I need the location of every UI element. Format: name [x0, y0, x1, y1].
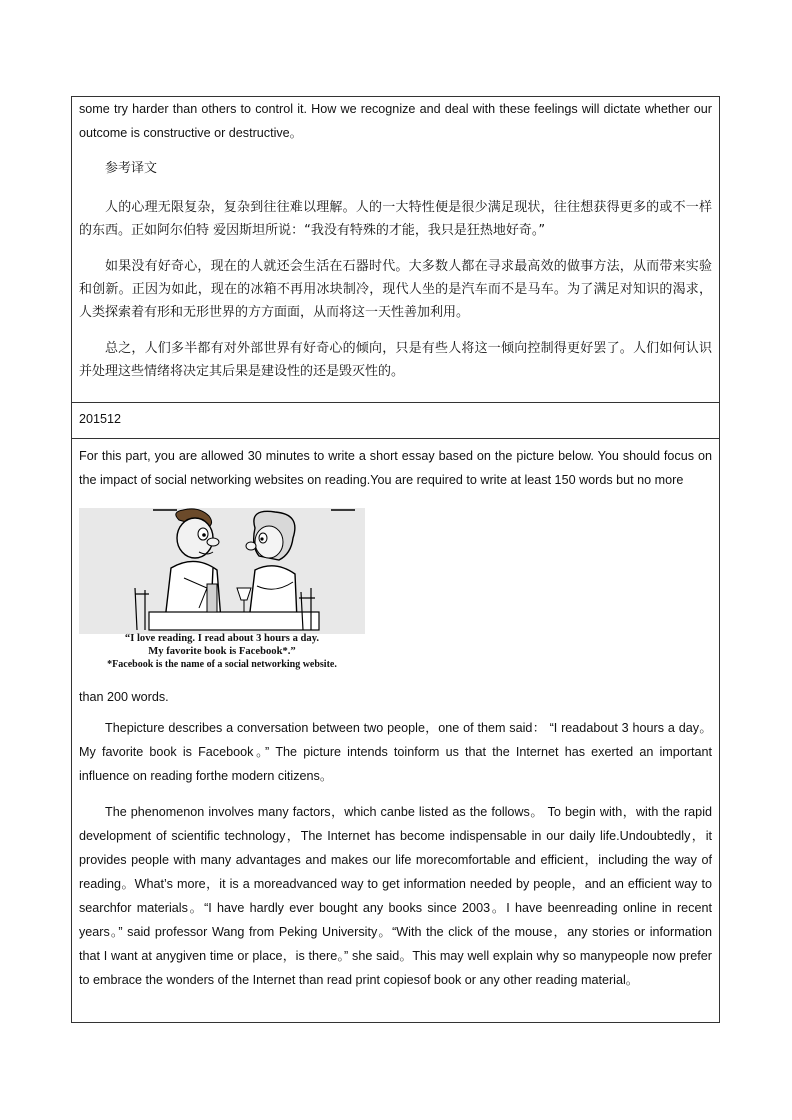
- essay-prompt: For this part, you are allowed 30 minutes to write a short essay based on the picture below. You should focus on the impact of social networking websites on reading.You are required to write at least 150 words but no more: [79, 449, 712, 487]
- section-label-cell: [72, 402, 719, 438]
- section-label: 201512: [79, 412, 122, 426]
- translation-paragraph: 人的心理无限复杂，复杂到往往难以理解。人的一大特性便是很少满足现状，往往想获得更多的或不一样的东西。正如阿尔伯特 爱因斯坦所说：“我没有特殊的才能，我只是狂热地好奇。”: [79, 200, 712, 238]
- essay-prompt-end: than 200 words.: [79, 690, 169, 704]
- caption-line-1: “I love reading. I read about 3 hours a day.: [124, 633, 320, 644]
- essay-paragraph: The phenomenon involves many factors，which canbe listed as the follows。 To begin with，with the rapid development of scientific technology，The Internet has become indispensable in our daily life.Undoubtedly，it provides people with many advantages and makes our life morecomfortable and efficient，including the way of reading。What’s more，it is a moreadvanced way to get information needed by people，and an efficient way to searchfor materials。“I have hardly ever bought any books since 2003。I have beenreading online in recent years。” said professor Wang from Peking University。“With the click of the mouse，any stories or information that I want at anygiven time or place，is there。” she said。This may well explain why so manypeople now prefer to embrace the wonders of the Internet than read print copiesof book or any other reading material。: [79, 805, 712, 987]
- continuation-text: some try harder than others to control it. How we recognize and deal with these feelings will dictate whether our outcome is constructive or destructive。: [79, 102, 712, 140]
- caption-line-3: *Facebook is the name of a social networking website.: [107, 659, 337, 670]
- translation-paragraph: 总之，人们多半都有对外部世界有好奇心的倾向，只是有些人将这一倾向控制得更好罢了。人们如何认识并处理这些情绪将决定其后果是建设性的还是毁灭性的。: [79, 341, 712, 379]
- caption-line-2: My favorite book is Facebook*.”: [148, 646, 296, 657]
- translation-cell: [72, 97, 719, 402]
- translation-paragraph: 如果没有好奇心，现在的人就还会生活在石器时代。大多数人都在寻求最高效的做事方法，从而带来实验和创新。正因为如此，现在的冰箱不再用冰块制冷，现代人坐的是汽车而不是马车。为了满足对知识的渴求，人类探索着有形和无形世界的方方面面，从而将这一天性善加利用。: [79, 259, 712, 320]
- cartoon-illustration: [79, 508, 365, 634]
- cartoon-image: [79, 508, 365, 672]
- essay-paragraph: Thepicture describes a conversation between two people，one of them said： “I readabout 3 hours a day。My favorite book is Facebook。” The picture intends toinform us that the Internet has exerted an important influence on reading forthe modern citizens。: [79, 721, 712, 783]
- translation-heading: 参考译文: [105, 161, 158, 176]
